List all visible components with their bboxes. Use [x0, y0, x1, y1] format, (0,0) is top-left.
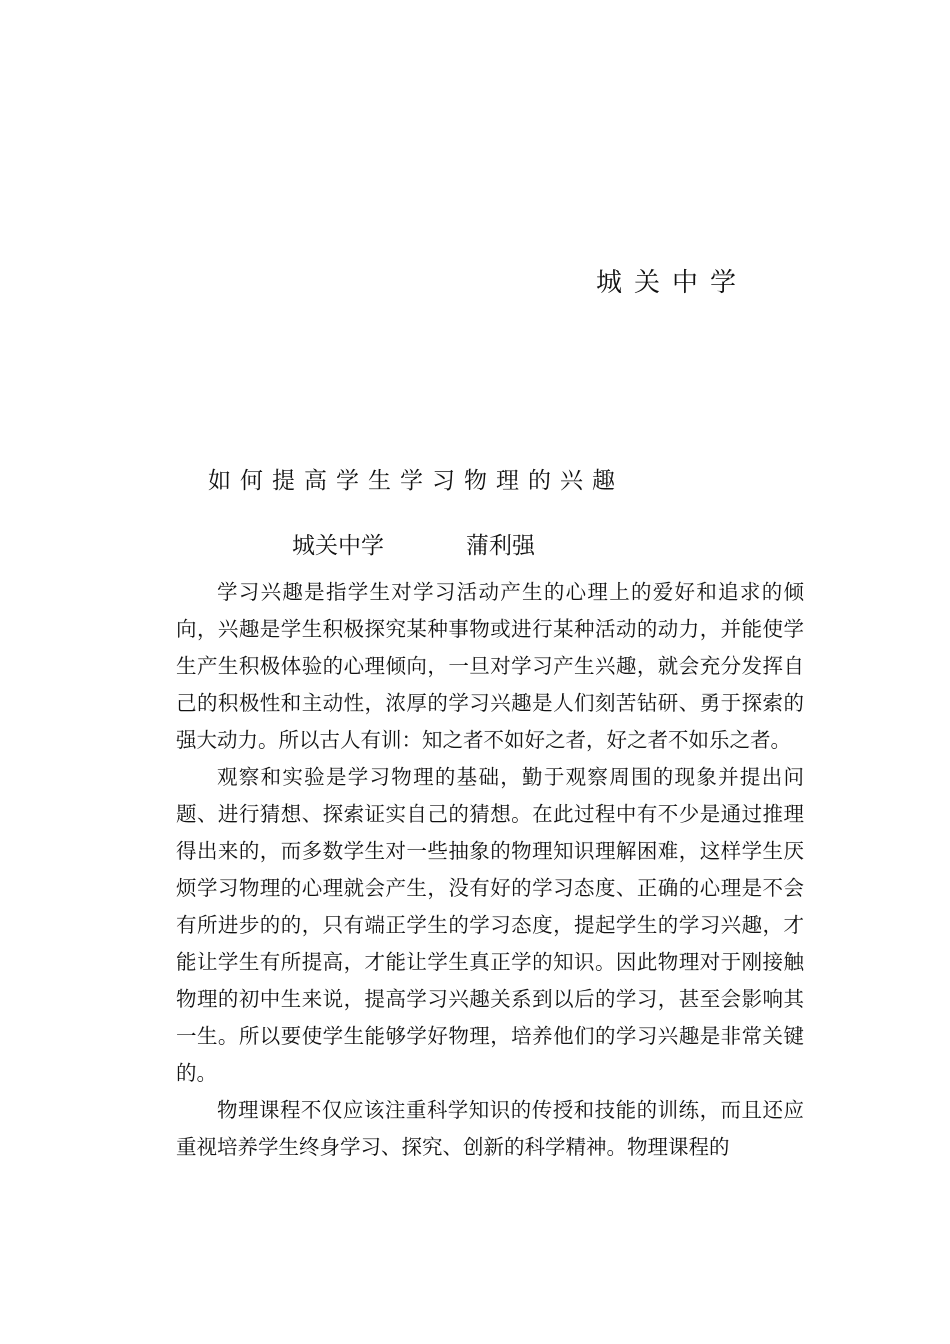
paragraph: 观察和实验是学习物理的基础，勤于观察周围的现象并提出问题、进行猜想、探索证实自己的猜想。在此过程中有不少是通过推理得出来的，而多数学生对一些抽象的物理知识理解困难，这样学生厌烦学习物理的心理就会产生，没有好的学习态度、正确的心理是不会有所进步的的，只有端正学生的学习态度，提起学生的学习兴趣，才能让学生有所提高，才能让学生真正学的知识。因此物理对于刚接触物理的初中生来说，提高学习兴趣关系到以后的学习，甚至会影响其一生。所以要使学生能够学好物理，培养他们的学习兴趣是非常关键的。 — [176, 765, 804, 1085]
paragraph: 物理课程不仅应该注重科学知识的传授和技能的训练，而且还应重视培养学生终身学习、探究、创新的科学精神。物理课程的 — [176, 1098, 804, 1159]
article-body — [176, 574, 804, 1166]
byline-author: 蒲利强 — [466, 533, 535, 559]
byline-school: 城关中学 — [292, 533, 384, 559]
school-header: 城关中学 — [596, 268, 749, 298]
paragraph: 学习兴趣是指学生对学习活动产生的心理上的爱好和追求的倾向，兴趣是学生积极探究某种事物或进行某种活动的动力，并能使学生产生积极体验的心理倾向，一旦对学习产生兴趣，就会充分发挥自己的积极性和主动性，浓厚的学习兴趣是人们刻苦钻研、勇于探索的强大动力。所以古人有训：知之者不如好之者，好之者不如乐之者。 — [176, 580, 804, 752]
article-title: 如何提高学生学习物理的兴趣 — [208, 468, 624, 494]
byline — [292, 527, 535, 560]
